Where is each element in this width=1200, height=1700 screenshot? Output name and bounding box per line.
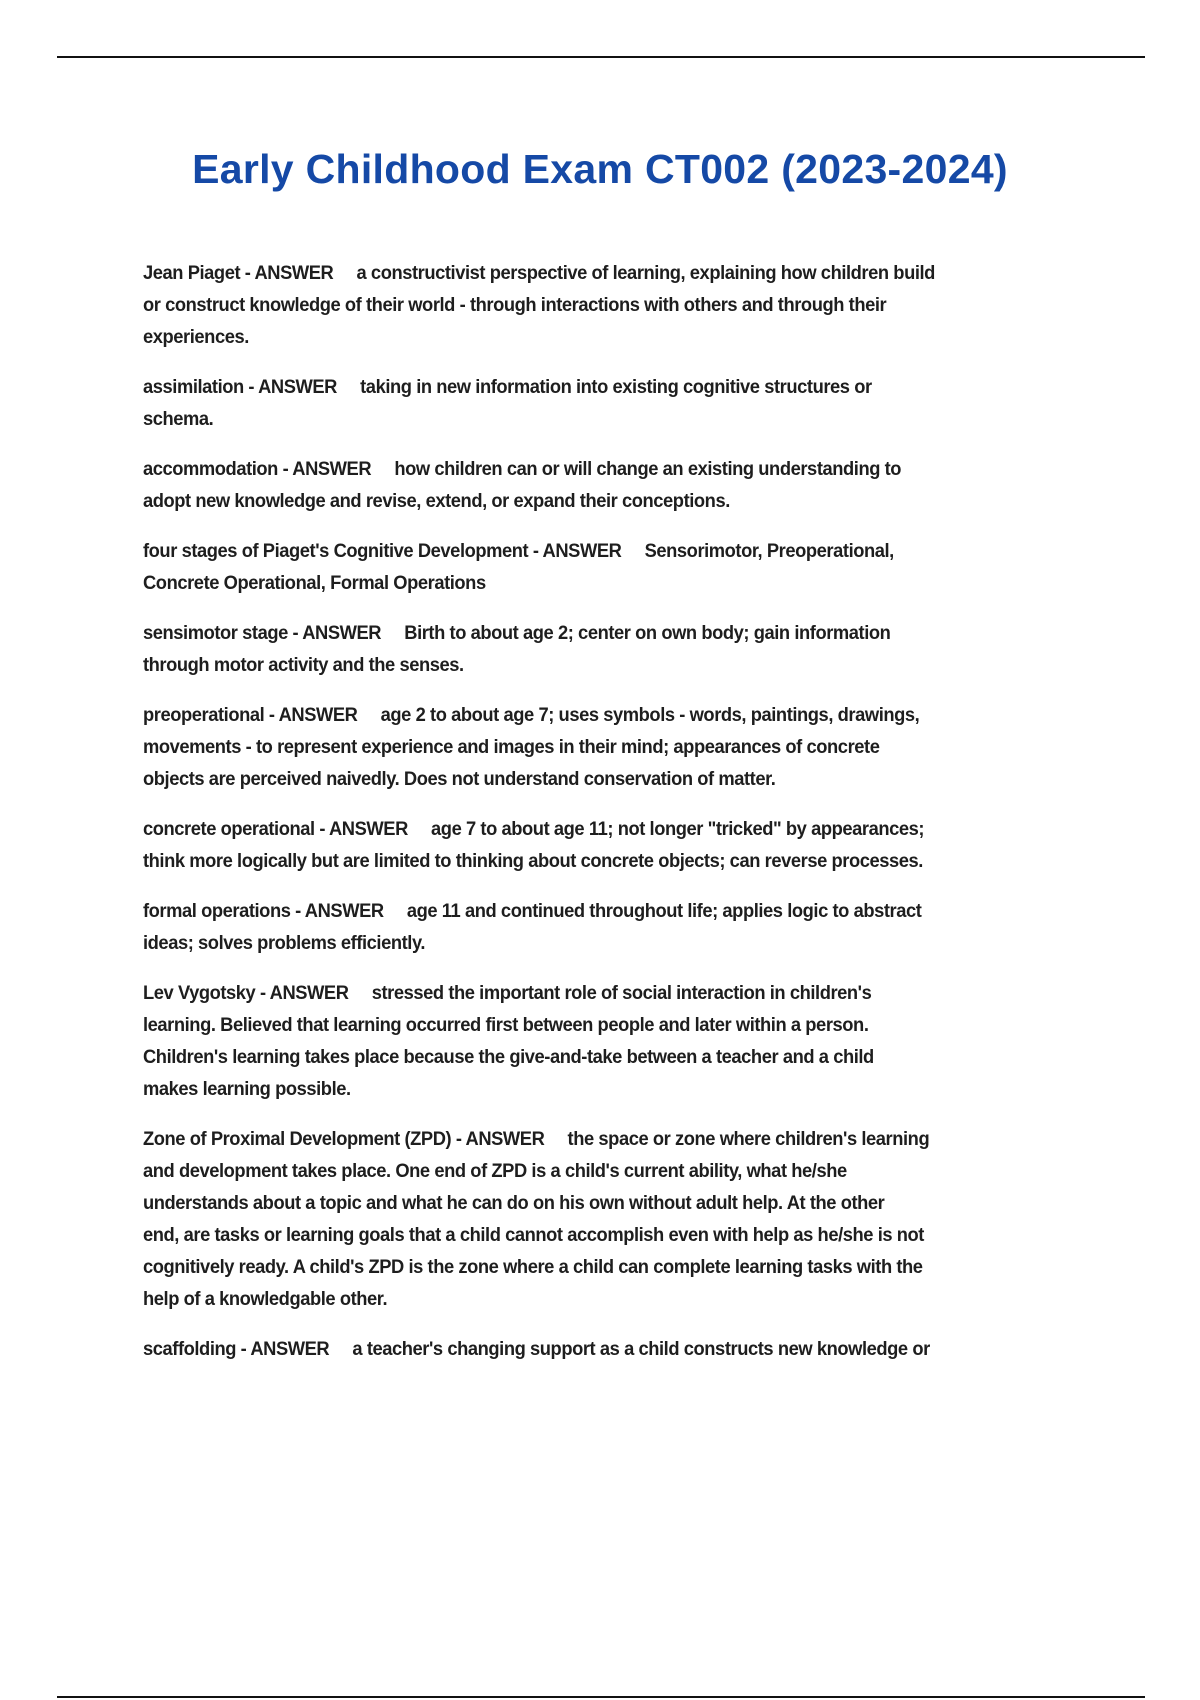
entry-term: accommodation bbox=[143, 459, 278, 480]
entry-answer-text: Concrete Operational, Formal Operations bbox=[143, 573, 486, 594]
entry-line bbox=[143, 1074, 1108, 1106]
entry-term: Jean Piaget bbox=[143, 263, 241, 284]
entry-line bbox=[143, 568, 1108, 600]
entry-line: scaffolding - ANSWER a teacher's changing support as a child constructs new knowledge or bbox=[143, 1339, 930, 1360]
entry-answer-text: and development takes place. One end of ZPD is a child's current ability, what he/she bbox=[143, 1161, 847, 1182]
entry-term: four stages of Piaget's Cognitive Development bbox=[143, 541, 529, 562]
document-title: Early Childhood Exam CT002 (2023-2024) bbox=[192, 146, 1008, 192]
entry-line: Lev Vygotsky - ANSWER stressed the important role of social interaction in children's bbox=[143, 983, 872, 1004]
flashcard-entry bbox=[143, 896, 1143, 960]
entry-answer-text: end, are tasks or learning goals that a child cannot accomplish even with help as he/she is not bbox=[143, 1225, 924, 1246]
answer-label: ANSWER bbox=[250, 1339, 330, 1360]
entry-line: assimilation - ANSWER taking in new information into existing cognitive structures or bbox=[143, 377, 872, 398]
entry-answer-text: a teacher's changing support as a child constructs new knowledge or bbox=[352, 1339, 930, 1360]
entry-answer-text: Children's learning takes place because the give-and-take between a teacher and a child bbox=[143, 1047, 874, 1068]
answer-label: ANSWER bbox=[254, 263, 334, 284]
entry-answer-text: learning. Believed that learning occurred first between people and later within a person. bbox=[143, 1015, 869, 1036]
entry-answer-text: objects are perceived naivedly. Does not understand conservation of matter. bbox=[143, 769, 776, 790]
entry-line: concrete operational - ANSWER age 7 to about age 11; not longer "tricked" by appearances; bbox=[143, 819, 925, 840]
entry-term: sensimotor stage bbox=[143, 623, 288, 644]
entry-line bbox=[143, 1010, 1108, 1042]
entry-answer-text: Birth to about age 2; center on own body; gain information bbox=[404, 623, 891, 644]
entry-answer-text: age 11 and continued throughout life; applies logic to abstract bbox=[406, 901, 922, 922]
entry-answer-text: adopt new knowledge and revise, extend, or expand their conceptions. bbox=[143, 491, 730, 512]
answer-label: ANSWER bbox=[292, 459, 372, 480]
answer-label: ANSWER bbox=[542, 541, 622, 562]
entry-term: Lev Vygotsky bbox=[143, 983, 256, 1004]
entry-term: Zone of Proximal Development (ZPD) bbox=[143, 1129, 452, 1150]
entry-line: formal operations - ANSWER age 11 and continued throughout life; applies logic to abstract bbox=[143, 901, 922, 922]
entry-answer-text: makes learning possible. bbox=[143, 1079, 351, 1100]
entry-answer-text: movements - to represent experience and images in their mind; appearances of concrete bbox=[143, 737, 880, 758]
answer-label: ANSWER bbox=[302, 623, 382, 644]
entry-answer-text: taking in new information into existing cognitive structures or bbox=[360, 377, 872, 398]
flashcard-entry bbox=[143, 618, 1143, 682]
entry-answer-text: understands about a topic and what he can do on his own without adult help. At the other bbox=[143, 1193, 885, 1214]
entry-answer-text: how children can or will change an existing understanding to bbox=[394, 459, 902, 480]
entry-line bbox=[143, 486, 1108, 518]
entry-line: Zone of Proximal Development (ZPD) - ANSWER the space or zone where children's learning bbox=[143, 1129, 930, 1150]
entry-line bbox=[143, 290, 1108, 322]
entry-answer-text: through motor activity and the senses. bbox=[143, 655, 464, 676]
entry-answer-text: help of a knowledgable other. bbox=[143, 1289, 388, 1310]
flashcard-entry bbox=[143, 372, 1143, 436]
entry-line: Jean Piaget - ANSWER a constructivist perspective of learning, explaining how children build bbox=[143, 263, 935, 284]
entry-line bbox=[143, 322, 1108, 354]
entry-term: formal operations bbox=[143, 901, 291, 922]
entry-term: preoperational bbox=[143, 705, 265, 726]
answer-label: ANSWER bbox=[328, 819, 408, 840]
entry-line bbox=[143, 1284, 1108, 1316]
entry-line: accommodation - ANSWER how children can or will change an existing understanding to bbox=[143, 459, 902, 480]
entry-answer-text: or construct knowledge of their world - through interactions with others and through their bbox=[143, 295, 887, 316]
entry-answer-text: think more logically but are limited to thinking about concrete objects; can reverse processes. bbox=[143, 851, 923, 872]
entry-line bbox=[143, 1188, 1108, 1220]
answer-label: ANSWER bbox=[465, 1129, 545, 1150]
entry-line bbox=[143, 1156, 1108, 1188]
flashcard-entry bbox=[143, 1334, 1143, 1366]
entry-answer-text: age 7 to about age 11; not longer "tricked" by appearances; bbox=[431, 819, 925, 840]
flashcard-entry bbox=[143, 814, 1143, 878]
entry-answer-text: Sensorimotor, Preoperational, bbox=[644, 541, 894, 562]
entry-term: assimilation bbox=[143, 377, 244, 398]
entry-line bbox=[143, 1252, 1108, 1284]
flashcard-entry bbox=[143, 1124, 1143, 1316]
entry-answer-text: cognitively ready. A child's ZPD is the zone where a child can complete learning tasks with the bbox=[143, 1257, 923, 1278]
flashcard-entry bbox=[143, 700, 1143, 796]
top-rule bbox=[57, 56, 1145, 58]
entry-line bbox=[143, 928, 1108, 960]
flashcard-list bbox=[143, 258, 1143, 1384]
entry-line bbox=[143, 650, 1108, 682]
entry-answer-text: ideas; solves problems efficiently. bbox=[143, 933, 426, 954]
entry-term: scaffolding bbox=[143, 1339, 237, 1360]
entry-line bbox=[143, 732, 1108, 764]
flashcard-entry bbox=[143, 454, 1143, 518]
entry-answer-text: the space or zone where children's learning bbox=[567, 1129, 930, 1150]
entry-term: concrete operational bbox=[143, 819, 315, 840]
answer-label: ANSWER bbox=[269, 983, 349, 1004]
entry-line bbox=[143, 846, 1108, 878]
entry-line bbox=[143, 1220, 1108, 1252]
entry-answer-text: stressed the important role of social interaction in children's bbox=[371, 983, 872, 1004]
answer-label: ANSWER bbox=[304, 901, 384, 922]
answer-label: ANSWER bbox=[258, 377, 337, 398]
entry-answer-text: experiences. bbox=[143, 327, 249, 348]
entry-line: sensimotor stage - ANSWER Birth to about age 2; center on own body; gain information bbox=[143, 623, 891, 644]
entry-answer-text: age 2 to about age 7; uses symbols - words, paintings, drawings, bbox=[380, 705, 920, 726]
flashcard-entry bbox=[143, 978, 1143, 1106]
entry-line: preoperational - ANSWER age 2 to about age 7; uses symbols - words, paintings, drawings, bbox=[143, 705, 920, 726]
bottom-rule bbox=[57, 1696, 1145, 1698]
entry-line bbox=[143, 764, 1108, 796]
entry-line: four stages of Piaget's Cognitive Development - ANSWER Sensorimotor, Preoperational, bbox=[143, 541, 894, 562]
entry-answer-text: a constructivist perspective of learning, explaining how children build bbox=[356, 263, 935, 284]
flashcard-entry bbox=[143, 536, 1143, 600]
entry-line bbox=[143, 1042, 1108, 1074]
flashcard-entry bbox=[143, 258, 1143, 354]
entry-line bbox=[143, 404, 1108, 436]
entry-answer-text: schema. bbox=[143, 409, 214, 430]
answer-label: ANSWER bbox=[278, 705, 358, 726]
